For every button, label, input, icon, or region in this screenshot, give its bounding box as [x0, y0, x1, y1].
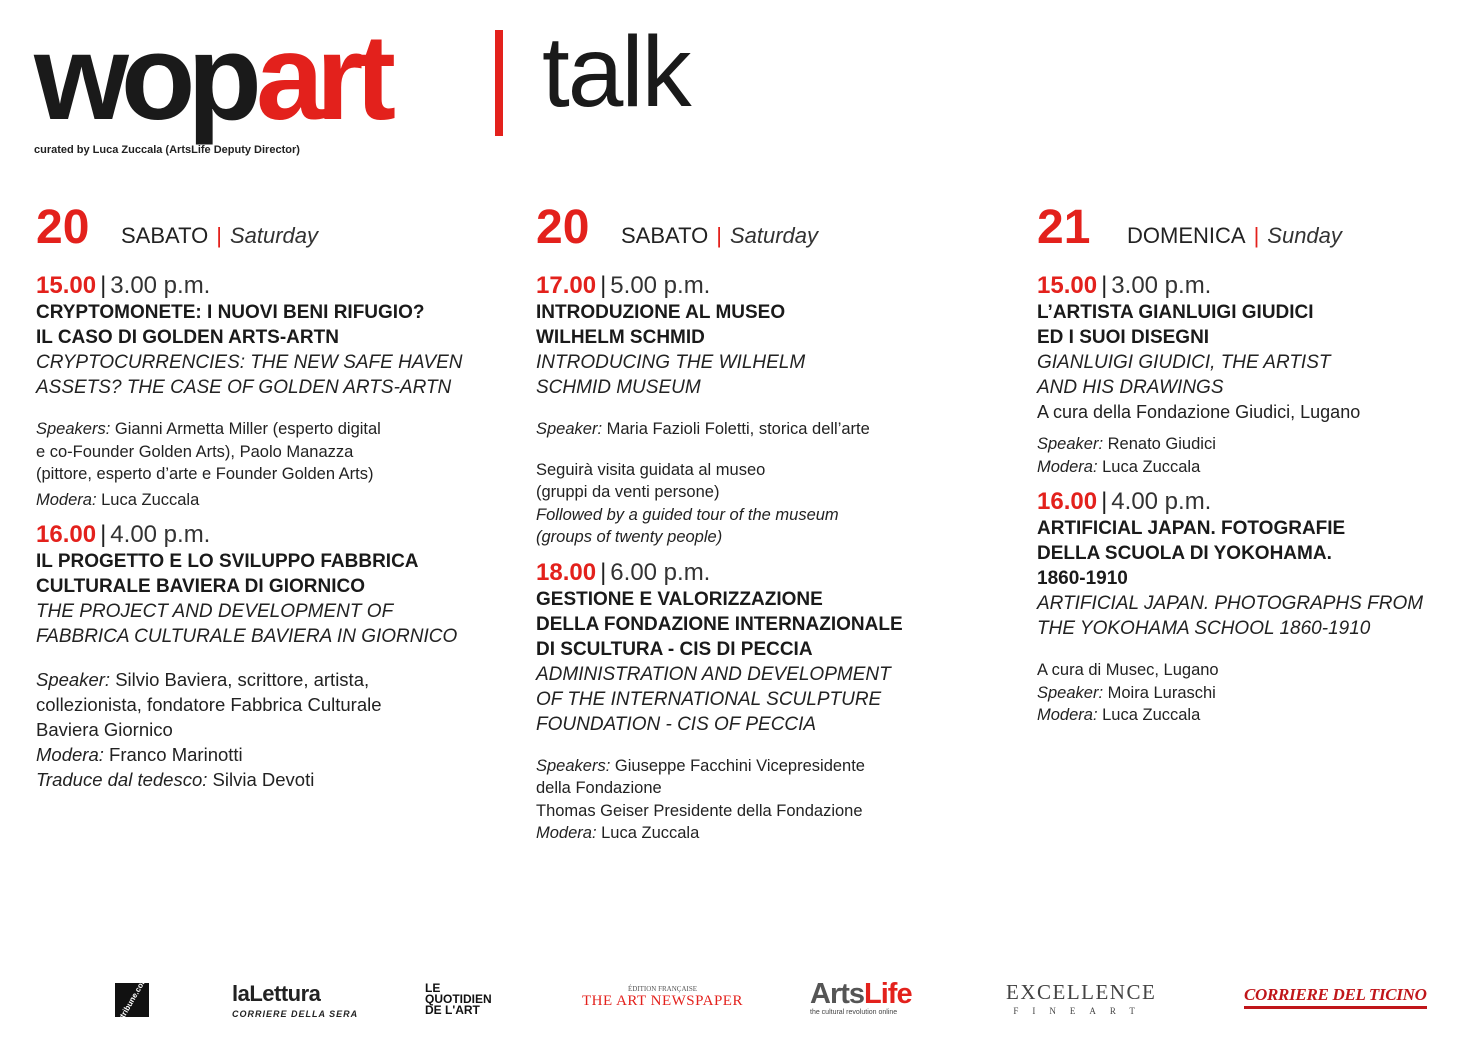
speakers-text: Giuseppe Facchini Vicepresidente — [614, 756, 865, 775]
moderator: Franco Marinotti — [109, 744, 243, 765]
speakers-line: della Fondazione — [536, 779, 662, 797]
speaker-line — [536, 418, 1006, 441]
time-en: 4.00 p.m. — [1111, 488, 1212, 515]
modera-label: Modera: — [1037, 457, 1098, 476]
artribune-logo: artribune.com — [114, 974, 150, 1026]
logo-art: art — [256, 9, 388, 145]
title-en: OF THE INTERNATIONAL SCULPTURE — [536, 688, 882, 710]
day-header — [36, 200, 506, 260]
speaker-line: Baviera Giornico — [36, 719, 173, 740]
session-time: 18.00 | 6.00 p.m. — [536, 558, 711, 586]
time-en: 5.00 p.m. — [610, 272, 711, 299]
modera-label: Modera: — [36, 744, 104, 765]
time-it: 15.00 — [1037, 272, 1098, 299]
translator: Silvia Devoti — [212, 769, 315, 790]
session-time: 15.00 | 3.00 p.m. — [36, 272, 211, 299]
session-time: 15.00 | 3.00 p.m. — [1037, 272, 1212, 299]
title-en: GIANLUIGI GIUDICI, THE ARTIST — [1037, 352, 1331, 373]
moderator-line — [1037, 704, 1477, 727]
speaker-text: Silvio Baviera, scrittore, artista, — [115, 669, 370, 690]
day-name-it: DOMENICA — [1127, 223, 1246, 248]
title-en: FOUNDATION - CIS OF PECCIA — [536, 713, 817, 735]
title-en: ARTIFICIAL JAPAN. PHOTOGRAPHS FROM — [1037, 593, 1424, 614]
visit-en: Followed by a guided tour of the museum — [536, 505, 839, 524]
artslife-logo: ArtsLife the cultural revolution online — [810, 978, 912, 1016]
traduce-label: Traduce dal tedesco: — [36, 769, 208, 790]
title-it: IL CASO DI GOLDEN ARTS-ARTN — [36, 327, 339, 348]
session-item — [36, 521, 506, 792]
moderator-line — [536, 822, 1006, 845]
logo-divider — [495, 30, 503, 136]
day-name-en: Saturday — [729, 223, 818, 248]
day-name-it: SABATO — [121, 223, 209, 248]
visit-it: (gruppi da venti persone) — [536, 483, 720, 501]
moderator: Luca Zuccala — [601, 824, 700, 842]
time-it: 16.00 — [1037, 488, 1098, 515]
curator-line: A cura della Fondazione Giudici, Lugano — [1037, 402, 1361, 422]
modera-label: Modera: — [536, 824, 597, 842]
time-en: 4.00 p.m. — [110, 521, 211, 548]
title-it: 1860-1910 — [1037, 568, 1128, 589]
schedule-column-1 — [36, 200, 506, 802]
logo-talk: talk — [542, 16, 690, 128]
speaker-line — [1037, 433, 1477, 456]
title-it: WILHELM SCHMID — [536, 327, 705, 348]
title-it: DELLA FONDAZIONE INTERNAZIONALE — [536, 613, 903, 635]
speaker-text: Maria Fazioli Foletti, storica dell’arte — [606, 420, 870, 438]
day-name-it: SABATO — [621, 223, 709, 248]
title-en: INTRODUCING THE WILHELM — [536, 352, 806, 373]
excellence-fine-art-logo: EXCELLENCE FINEART — [1006, 980, 1157, 1016]
modera-label: Modera: — [36, 490, 97, 509]
separator: | — [216, 223, 222, 248]
day-header — [536, 200, 1006, 260]
title-en: ADMINISTRATION AND DEVELOPMENT — [536, 663, 891, 685]
day-number: 20 — [536, 201, 590, 254]
speakers-line: (pittore, esperto d’arte e Founder Golden Arts) — [36, 465, 374, 483]
session-item — [1037, 488, 1477, 727]
speaker-line: collezionista, fondatore Fabbrica Culturale — [36, 694, 382, 715]
day-name-en: Sunday — [1267, 223, 1342, 248]
schedule-column-3 — [1037, 200, 1477, 737]
schedule-column-2 — [536, 200, 1006, 855]
title-it: DI SCULTURA - CIS DI PECCIA — [536, 638, 813, 660]
moderator: Luca Zuccala — [1102, 706, 1201, 724]
visit-en: (groups of twenty people) — [536, 528, 723, 546]
session-item — [536, 559, 1006, 845]
modera-label: Modera: — [1037, 706, 1098, 724]
session-item — [536, 272, 1006, 549]
speakers-line — [536, 755, 1006, 778]
moderator: Luca Zuccala — [101, 490, 200, 509]
day-header — [1037, 200, 1477, 260]
time-it: 18.00 — [536, 558, 597, 586]
moderator-line — [36, 489, 506, 512]
time-it: 17.00 — [536, 272, 597, 299]
speaker-line — [1037, 682, 1477, 705]
speaker-label: Speaker: — [36, 669, 111, 690]
speaker-label: Speaker: — [1037, 435, 1104, 453]
moderator-line — [36, 742, 506, 767]
time-en: 3.00 p.m. — [1111, 272, 1212, 299]
title-en: AND HIS DRAWINGS — [1037, 377, 1224, 398]
speakers-label: Speakers: — [536, 756, 611, 775]
separator: | — [1253, 223, 1260, 248]
day-name-en: Saturday — [229, 223, 318, 248]
title-it: INTRODUZIONE AL MUSEO — [536, 302, 786, 323]
session-time: 16.00 | 4.00 p.m. — [1037, 488, 1212, 515]
title-it: ED I SUOI DISEGNI — [1037, 327, 1210, 348]
session-time: 16.00 | 4.00 p.m. — [36, 521, 211, 548]
translator-line — [36, 767, 506, 792]
title-en: SCHMID MUSEUM — [536, 377, 701, 398]
sponsor-logos — [0, 975, 1480, 1035]
speaker-label: Speaker: — [536, 420, 603, 438]
session-item — [1037, 272, 1477, 478]
title-en: THE PROJECT AND DEVELOPMENT OF — [36, 601, 394, 622]
title-en: THE YOKOHAMA SCHOOL 1860-1910 — [1037, 618, 1371, 639]
title-it: L’ARTISTA GIANLUIGI GIUDICI — [1037, 302, 1314, 323]
day-number: 21 — [1037, 201, 1091, 254]
moderator: Luca Zuccala — [1102, 457, 1201, 476]
title-en: ASSETS? THE CASE OF GOLDEN ARTS-ARTN — [36, 377, 452, 398]
speaker-line — [36, 667, 506, 692]
speakers-line: Thomas Geiser Presidente della Fondazione — [536, 801, 863, 820]
title-en: CRYPTOCURRENCIES: THE NEW SAFE HAVEN — [36, 352, 463, 373]
header — [34, 9, 934, 166]
corriere-del-ticino-logo: CORRIERE DEL TICINO — [1244, 985, 1427, 1009]
session-item — [36, 272, 506, 511]
visit-it: Seguirà visita guidata al museo — [536, 460, 766, 479]
time-it: 16.00 — [36, 521, 97, 548]
time-en: 6.00 p.m. — [610, 558, 711, 586]
session-time: 17.00 | 5.00 p.m. — [536, 272, 711, 299]
title-it: DELLA SCUOLA DI YOKOHAMA. — [1037, 543, 1332, 564]
speakers-text: Gianni Armetta Miller (esperto digital — [114, 420, 381, 438]
title-en: FABBRICA CULTURALE BAVIERA IN GIORNICO — [36, 626, 458, 647]
speakers-label: Speakers: — [36, 420, 111, 438]
logo-wop: wop — [34, 9, 254, 145]
title-it: CRYPTOMONETE: I NUOVI BENI RIFUGIO? — [36, 302, 425, 323]
day-number: 20 — [36, 201, 90, 254]
le-quotidien-logo: LE QUOTIDIEN DE L'ART — [425, 981, 492, 1017]
speakers-line: e co-Founder Golden Arts), Paolo Manazza — [36, 442, 354, 461]
lalettura-logo: laLettura CORRIERE DELLA SERA — [232, 981, 359, 1019]
title-it: IL PROGETTO E LO SVILUPPO FABBRICA — [36, 551, 419, 572]
time-en: 3.00 p.m. — [110, 272, 211, 299]
speaker-label: Speaker: — [1037, 683, 1104, 702]
moderator-line — [1037, 456, 1477, 479]
speaker-text: Moira Luraschi — [1107, 683, 1216, 702]
speakers-line — [36, 418, 506, 441]
time-it: 15.00 — [36, 272, 97, 299]
curated-by: curated by Luca Zuccala (ArtsLife Deputy Director) — [34, 144, 300, 156]
title-it: GESTIONE E VALORIZZAZIONE — [536, 588, 823, 610]
title-it: CULTURALE BAVIERA DI GIORNICO — [36, 576, 365, 597]
separator: | — [716, 223, 722, 248]
art-newspaper-logo: ÉDITION FRANÇAISE THE ART NEWSPAPER — [582, 985, 743, 1009]
speaker-text: Renato Giudici — [1107, 435, 1216, 453]
title-it: ARTIFICIAL JAPAN. FOTOGRAFIE — [1037, 518, 1346, 539]
curator-line: A cura di Musec, Lugano — [1037, 661, 1219, 679]
